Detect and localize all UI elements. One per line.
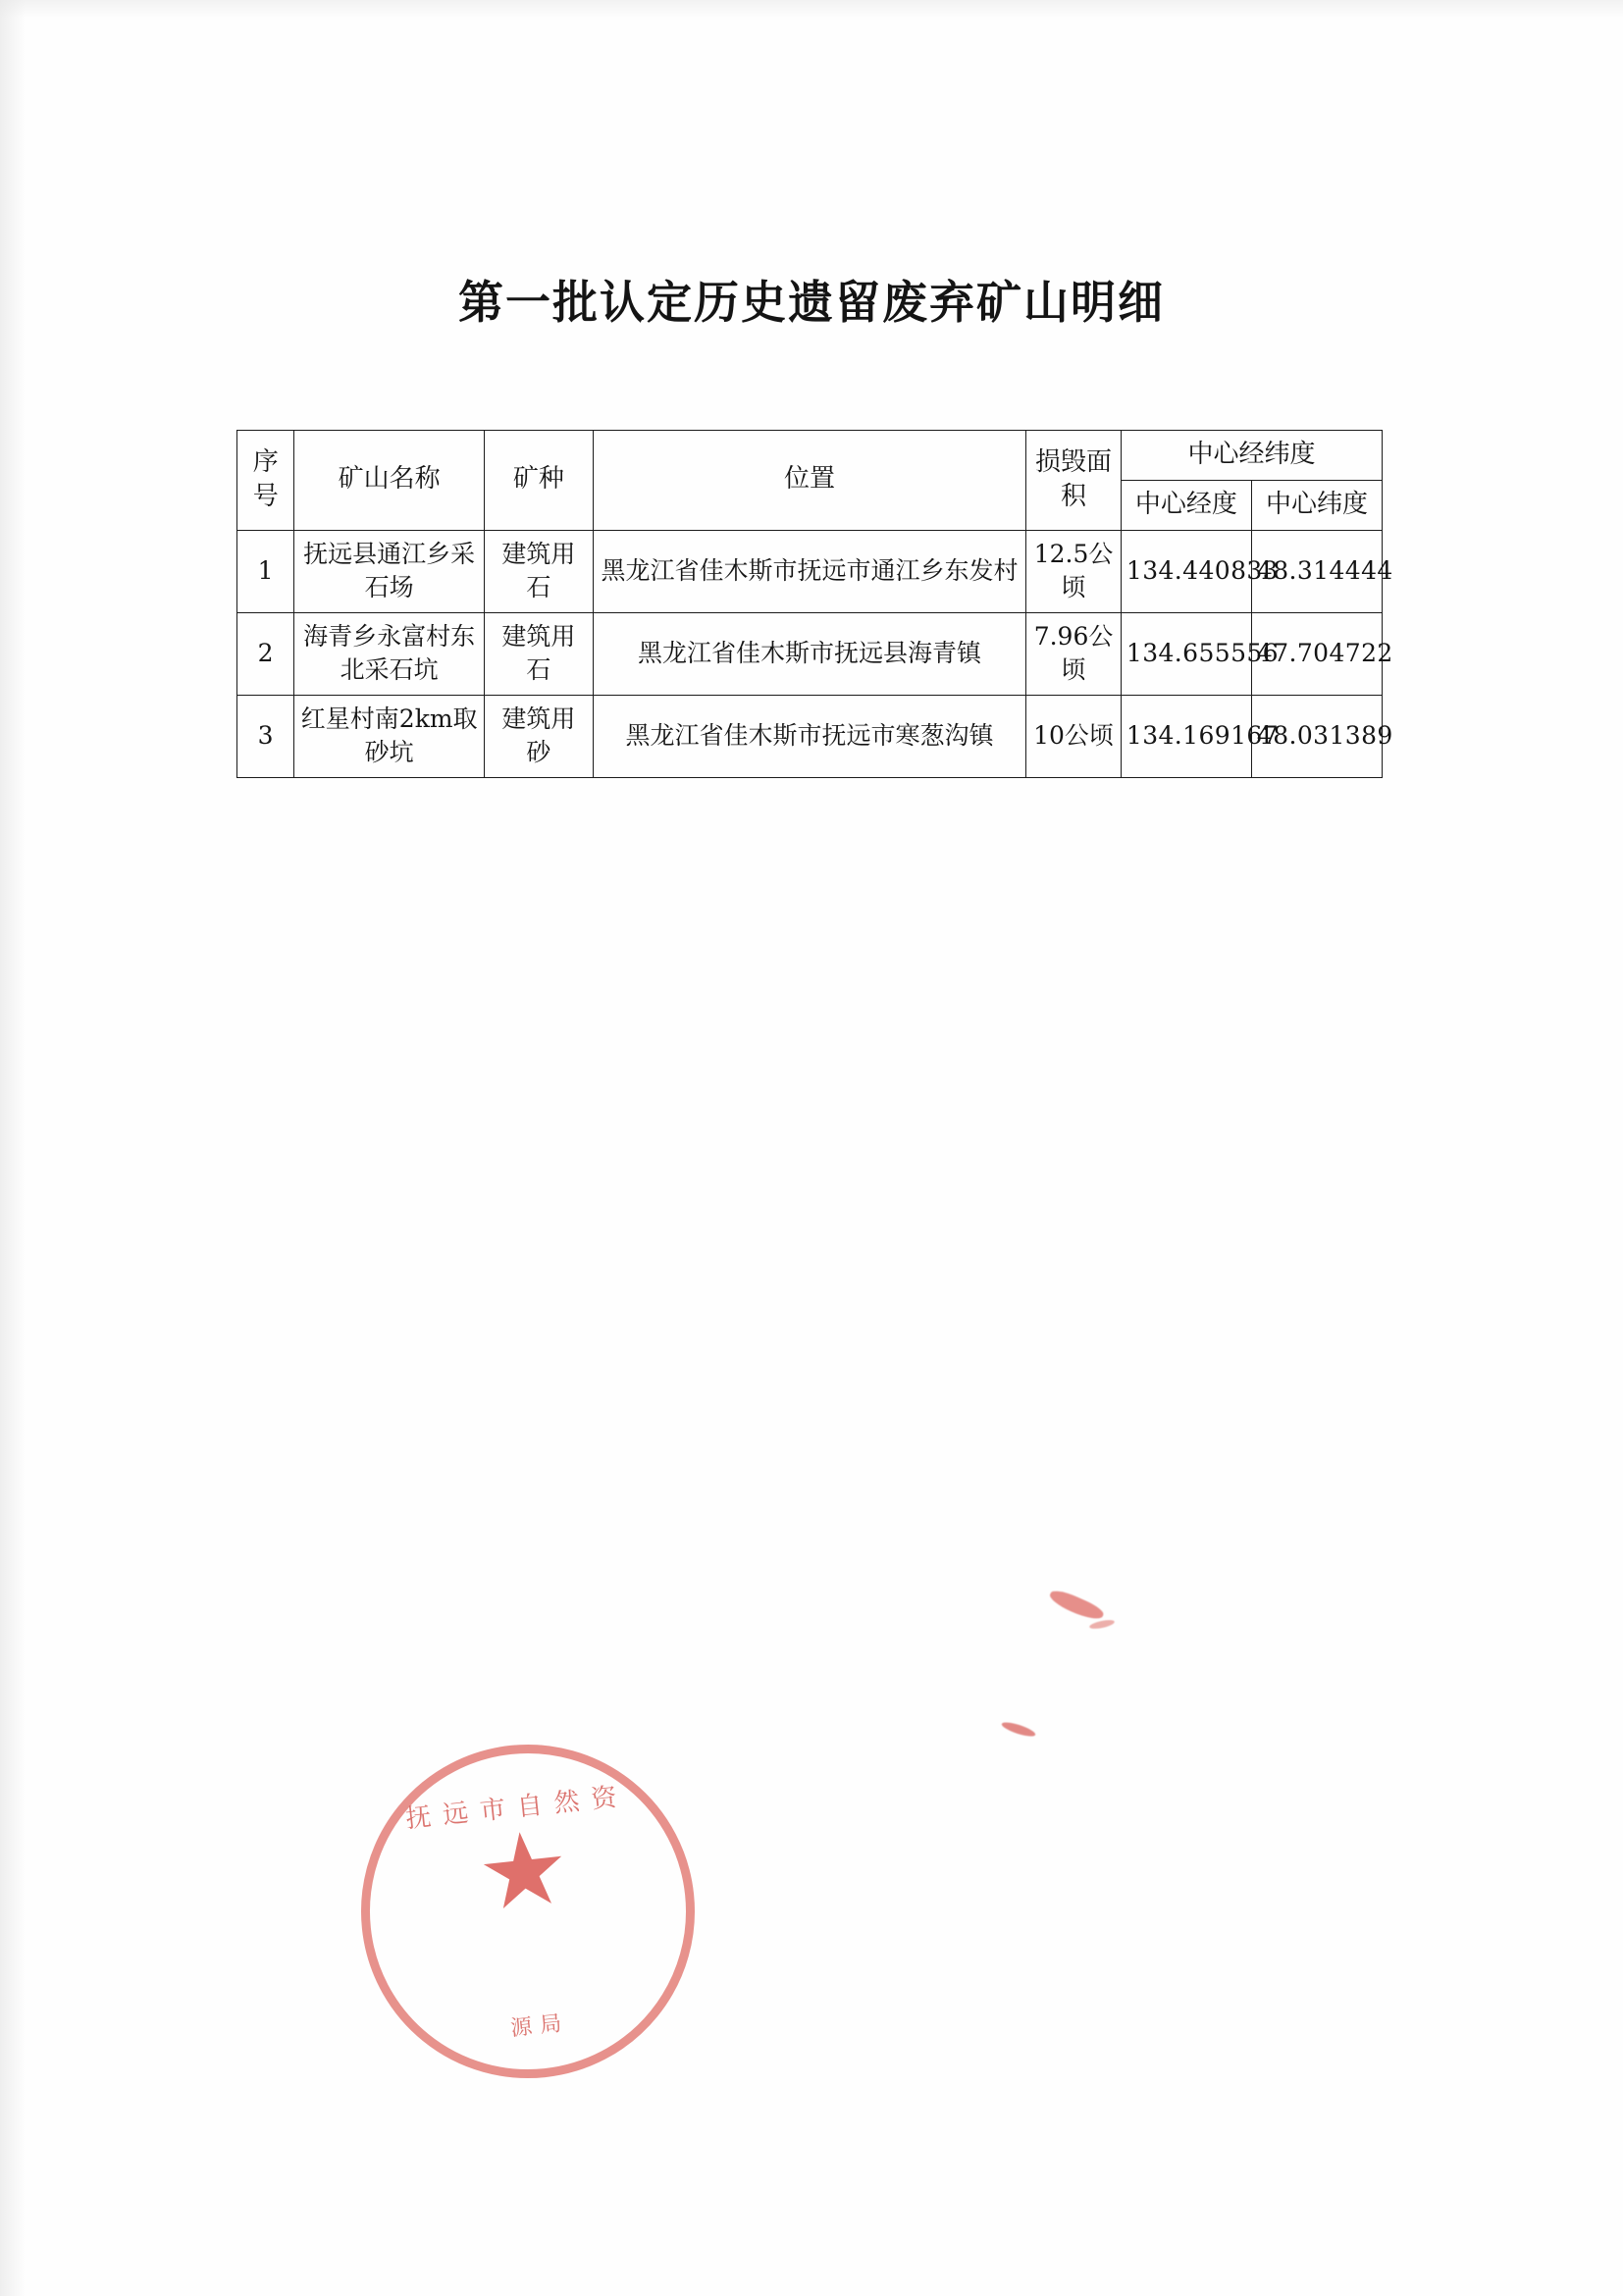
cell-center-longitude: 134.440833 — [1121, 530, 1251, 612]
cell-mine-name: 抚远县通江乡采石场 — [294, 530, 484, 612]
official-seal-stamp — [344, 1728, 711, 2095]
header-center-latitude: 中心纬度 — [1251, 480, 1382, 530]
cell-mineral-type: 建筑用石 — [484, 612, 593, 695]
table-row — [237, 695, 1383, 777]
cell-mine-name: 海青乡永富村东北采石坑 — [294, 612, 484, 695]
mine-detail-table — [236, 430, 1393, 778]
header-location: 位置 — [593, 431, 1025, 531]
seal-top-text: 抚远市自然资 — [403, 1781, 630, 1835]
cell-mineral-type: 建筑用砂 — [484, 695, 593, 777]
seal-ring: 抚远市自然资 源局 ★ — [354, 1738, 702, 2085]
table-header — [237, 431, 1383, 531]
table-row — [237, 530, 1383, 612]
seal-bottom-text: 源局 — [509, 2010, 571, 2042]
table-row — [237, 612, 1383, 695]
header-mineral-type: 矿种 — [484, 431, 593, 531]
cell-index: 1 — [237, 530, 294, 612]
cell-mine-name: 红星村南2km取砂坑 — [294, 695, 484, 777]
table-body — [237, 530, 1393, 777]
cell-index: 2 — [237, 612, 294, 695]
header-center-longitude: 中心经度 — [1121, 480, 1251, 530]
header-mine-name: 矿山名称 — [294, 431, 484, 531]
page-title: 第一批认定历史遗留废弃矿山明细 — [458, 276, 1165, 329]
header-damaged-area: 损毁面积 — [1026, 431, 1122, 531]
cell-center-latitude: 48.031389 — [1251, 695, 1382, 777]
header-center-coordinates: 中心经纬度 — [1121, 431, 1382, 481]
cell-index: 3 — [237, 695, 294, 777]
cell-mineral-type: 建筑用石 — [484, 530, 593, 612]
cell-center-latitude: 47.704722 — [1251, 612, 1382, 695]
header-index: 序号 — [237, 431, 294, 531]
ink-smudge-icon — [1089, 1618, 1116, 1630]
scan-shadow-top — [0, 0, 1623, 18]
cell-damaged-area: 7.96公顷 — [1026, 612, 1122, 695]
cell-location: 黑龙江省佳木斯市抚远市寒葱沟镇 — [593, 695, 1025, 777]
ink-smudge-icon — [1000, 1720, 1036, 1740]
cell-location: 黑龙江省佳木斯市抚远县海青镇 — [593, 612, 1025, 695]
ink-smudge-icon — [1047, 1587, 1105, 1624]
cell-damaged-area: 10公顷 — [1026, 695, 1122, 777]
cell-center-longitude: 134.169167 — [1121, 695, 1251, 777]
cell-center-longitude: 134.655556 — [1121, 612, 1251, 695]
scan-shadow-left — [0, 0, 26, 2296]
cell-damaged-area: 12.5公顷 — [1026, 530, 1122, 612]
cell-center-latitude: 48.314444 — [1251, 530, 1382, 612]
cell-location: 黑龙江省佳木斯市抚远市通江乡东发村 — [593, 530, 1025, 612]
table-header-row-1 — [237, 431, 1383, 481]
